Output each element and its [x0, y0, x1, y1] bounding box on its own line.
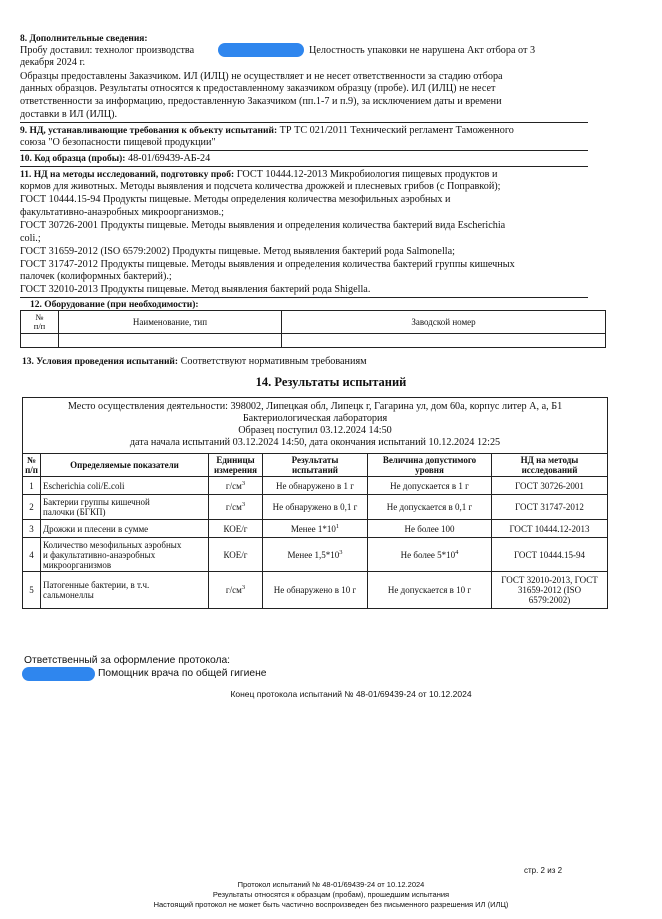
param-line: и факультативно-анаэробных: [43, 549, 156, 560]
result-sup: 1: [335, 522, 340, 530]
row-unit: КОЕ/г: [209, 538, 263, 572]
param-line: Бактерии группы кишечной: [43, 497, 150, 507]
sec8-line2: декабря 2024 г.: [20, 57, 86, 68]
row-result: Не обнаружено в 10 г: [263, 572, 368, 609]
row-unit: КОЕ/г: [209, 520, 263, 538]
table-row: [23, 495, 608, 520]
col-no: [23, 454, 41, 477]
param-line: палочки (БГКП): [43, 507, 106, 517]
sec10-value: 48-01/69439-АБ-24: [127, 153, 211, 164]
table-row: [23, 477, 608, 495]
sec11-l4: факультативно-анаэробных микроорганизмов.;: [20, 207, 225, 218]
sample-received: Образец поступил 03.12.2024 14:50: [238, 425, 392, 436]
sec11-l6: coli.;: [20, 233, 41, 244]
limit-text: Не более 5*10: [400, 549, 456, 560]
divider-9: [20, 150, 588, 151]
divider-11: [20, 297, 588, 298]
section-13: [22, 356, 367, 368]
col-unit-b: измерения: [213, 465, 258, 475]
sec8-line6: доставки в ИЛ (ИЛЦ).: [20, 109, 118, 120]
param-line: сальмонеллы: [43, 590, 94, 600]
row-nd: ГОСТ 31747-2012: [492, 495, 608, 520]
results-table: [22, 453, 608, 609]
row-limit: Не допускается в 10 г: [368, 572, 492, 609]
table-row: [23, 572, 608, 609]
nd-line: 31659-2012 (ISO: [517, 585, 582, 595]
sec8-line4: данных образцов. Результаты относятся к предоставленному заказчиком образцу (пробе). ИЛ (ИЛЦ) не несет: [20, 83, 496, 94]
test-place: Место осуществления деятельности: 398002, Липецкая обл, Липецк г, Гагарина ул, дом 60а, корпус литер А, а, Б1: [67, 401, 563, 412]
row-no: 5: [23, 572, 41, 609]
col-limit-a: Величина допустимого: [382, 455, 477, 465]
results-caption-box: [22, 397, 608, 453]
row-limit: [368, 538, 492, 572]
nd-line: 6579:2002): [528, 595, 571, 605]
eq-col-no-a: №: [35, 312, 44, 322]
row-nd: ГОСТ 10444.15-94: [492, 538, 608, 572]
row-result: Не обнаружено в 0,1 г: [263, 495, 368, 520]
row-no: 4: [23, 538, 41, 572]
param-line: микроорганизмов: [43, 559, 112, 570]
row-param: [41, 495, 209, 520]
footer-line-1: Протокол испытаний № 48-01/69439-24 от 10.12.2024: [237, 880, 425, 889]
responsible-label: Ответственный за оформление протокола:: [24, 655, 231, 666]
unit-text: г/см: [225, 480, 242, 491]
col-unit: [209, 454, 263, 477]
row-nd: ГОСТ 10444.12-2013: [492, 520, 608, 538]
eq-empty-cell: [59, 334, 282, 348]
col-no-a: №: [26, 455, 37, 465]
col-limit-b: уровня: [415, 465, 444, 475]
eq-col-no-b: п/п: [33, 321, 46, 331]
sec11-l5: ГОСТ 30726-2001 Продукты пищевые. Методы выявления и определения количества бактерий вида Escherichia: [20, 220, 506, 231]
eq-col-no: [21, 311, 59, 334]
unit-sup: 3: [241, 584, 246, 591]
divider-8: [20, 122, 588, 123]
signatory-position: Помощник врача по общей гигиене: [98, 668, 267, 679]
row-no: 2: [23, 495, 41, 520]
page-number: стр. 2 из 2: [524, 866, 563, 875]
row-param: Дрожжи и плесени в сумме: [41, 520, 209, 538]
row-result: Не обнаружено в 1 г: [263, 477, 368, 495]
sec8-line3: Образцы предоставлены Заказчиком. ИЛ (ИЛЦ) не осуществляет и не несет ответственности за стадию отбора: [20, 71, 503, 82]
sec12-label: 12. Оборудование (при необходимости):: [30, 300, 199, 310]
equipment-table: [20, 310, 606, 348]
row-param: [41, 572, 209, 609]
section-14-title: 14. Результаты испытаний: [255, 375, 407, 389]
end-of-protocol-note: Конец протокола испытаний № 48-01/69439-24 от 10.12.2024: [230, 689, 472, 699]
col-nd: [492, 454, 608, 477]
result-text: Менее 1,5*10: [287, 549, 340, 560]
row-result: [263, 520, 368, 538]
row-no: 1: [23, 477, 41, 495]
row-limit: Не более 100: [368, 520, 492, 538]
sec9-label: 9. НД, устанавливающие требования к объекту испытаний:: [20, 126, 278, 136]
sec13-value: Соответствуют нормативным требованиям: [180, 356, 367, 367]
section-11: [20, 169, 497, 181]
row-unit: [209, 477, 263, 495]
sec13-label: 13. Условия проведения испытаний:: [22, 357, 179, 367]
sec8-line1a: Пробу доставил: технолог производства: [20, 45, 195, 56]
sec11-l9: палочек (колиформных бактерий).;: [20, 271, 172, 282]
eq-col-serial: Заводской номер: [282, 311, 606, 334]
section-10: [20, 153, 210, 165]
param-line: Количество мезофильных аэробных: [43, 539, 182, 550]
col-nd-b: исследований: [521, 465, 578, 475]
row-param: Escherichia coli/E.coli: [41, 477, 209, 495]
divider-10: [20, 166, 588, 167]
sec9-value-b: союза "О безопасности пищевой продукции": [20, 137, 216, 148]
sec11-l3: ГОСТ 10444.15-94 Продукты пищевые. Методы определения количества мезофильных аэробных и: [20, 194, 451, 205]
col-no-b: п/п: [25, 465, 38, 475]
unit-text: г/см: [225, 585, 242, 595]
redacted-name: [218, 43, 304, 57]
sec11-l8: ГОСТ 31747-2012 Продукты пищевые. Методы выявления и определения количества бактерий группы кишечных: [20, 259, 515, 270]
sec10-label: 10. Код образца (пробы):: [20, 154, 126, 164]
row-result: [263, 538, 368, 572]
sec11-label: 11. НД на методы исследований, подготовку проб:: [20, 170, 235, 180]
row-nd: ГОСТ 30726-2001: [492, 477, 608, 495]
sec8-line1b: Целостность упаковки не нарушена Акт отбора от 3: [309, 45, 536, 56]
col-param: Определяемые показатели: [41, 454, 209, 477]
row-limit: Не допускается в 1 г: [368, 477, 492, 495]
row-unit: [209, 572, 263, 609]
test-dates: дата начала испытаний 03.12.2024 14:50, дата окончания испытаний 10.12.2024 12:25: [129, 437, 501, 448]
row-limit: Не допускается в 0,1 г: [368, 495, 492, 520]
eq-empty-cell: [21, 334, 59, 348]
unit-sup: 3: [241, 479, 246, 487]
redacted-signatory: [22, 667, 95, 681]
col-result-b: испытаний: [292, 465, 338, 475]
table-row: [23, 538, 608, 572]
sec9-value-a: ТР ТС 021/2011 Технический регламент Таможенного: [279, 125, 514, 136]
row-unit: [209, 495, 263, 520]
unit-text: г/см: [225, 502, 242, 512]
sec11-l10: ГОСТ 32010-2013 Продукты пищевые. Метод выявления бактерий рода Shigella.: [20, 284, 371, 295]
sec8-line5: ответственности за информацию, предоставленную Заказчиком (пп.1-7 и п.9), за исключением даты и времени: [20, 96, 502, 107]
eq-empty-cell: [282, 334, 606, 348]
unit-sup: 3: [241, 501, 246, 508]
col-result-a: Результаты: [291, 455, 339, 465]
table-row: [23, 520, 608, 538]
param-line: Патогенные бактерии, в т.ч.: [43, 580, 150, 590]
sec11-l2: кормов для животных. Методы выявления и подсчета количества дрожжей и плесневых грибов (с Поправкой);: [20, 181, 501, 192]
section-9: [20, 125, 514, 137]
row-no: 3: [23, 520, 41, 538]
result-sup: 3: [339, 548, 343, 556]
col-result: [263, 454, 368, 477]
lab-name: Бактериологическая лаборатория: [242, 413, 388, 424]
sec11-l7: ГОСТ 31659-2012 (ISO 6579:2002) Продукты пищевые. Метод выявления бактерий рода Salmonella;: [20, 246, 455, 257]
footer-line-3: Настоящий протокол не может быть частично воспроизведен без письменного разрешения ИЛ (ИЛЦ): [153, 900, 509, 909]
limit-sup: 4: [455, 548, 459, 556]
footer-line-2: Результаты относятся к образцам (пробам), прошедшим испытания: [212, 890, 450, 899]
col-limit: [368, 454, 492, 477]
sec11-l1: ГОСТ 10444.12-2013 Микробиология пищевых продуктов и: [236, 169, 498, 180]
col-nd-a: НД на методы: [520, 455, 579, 465]
result-text: Менее 1*10: [290, 523, 336, 534]
row-param: [41, 538, 209, 572]
eq-col-name: Наименование, тип: [59, 311, 282, 334]
col-unit-a: Единицы: [216, 455, 255, 465]
row-nd: [492, 572, 608, 609]
section-8-heading: 8. Дополнительные сведения:: [20, 34, 148, 44]
nd-line: ГОСТ 32010-2013, ГОСТ: [501, 575, 598, 585]
